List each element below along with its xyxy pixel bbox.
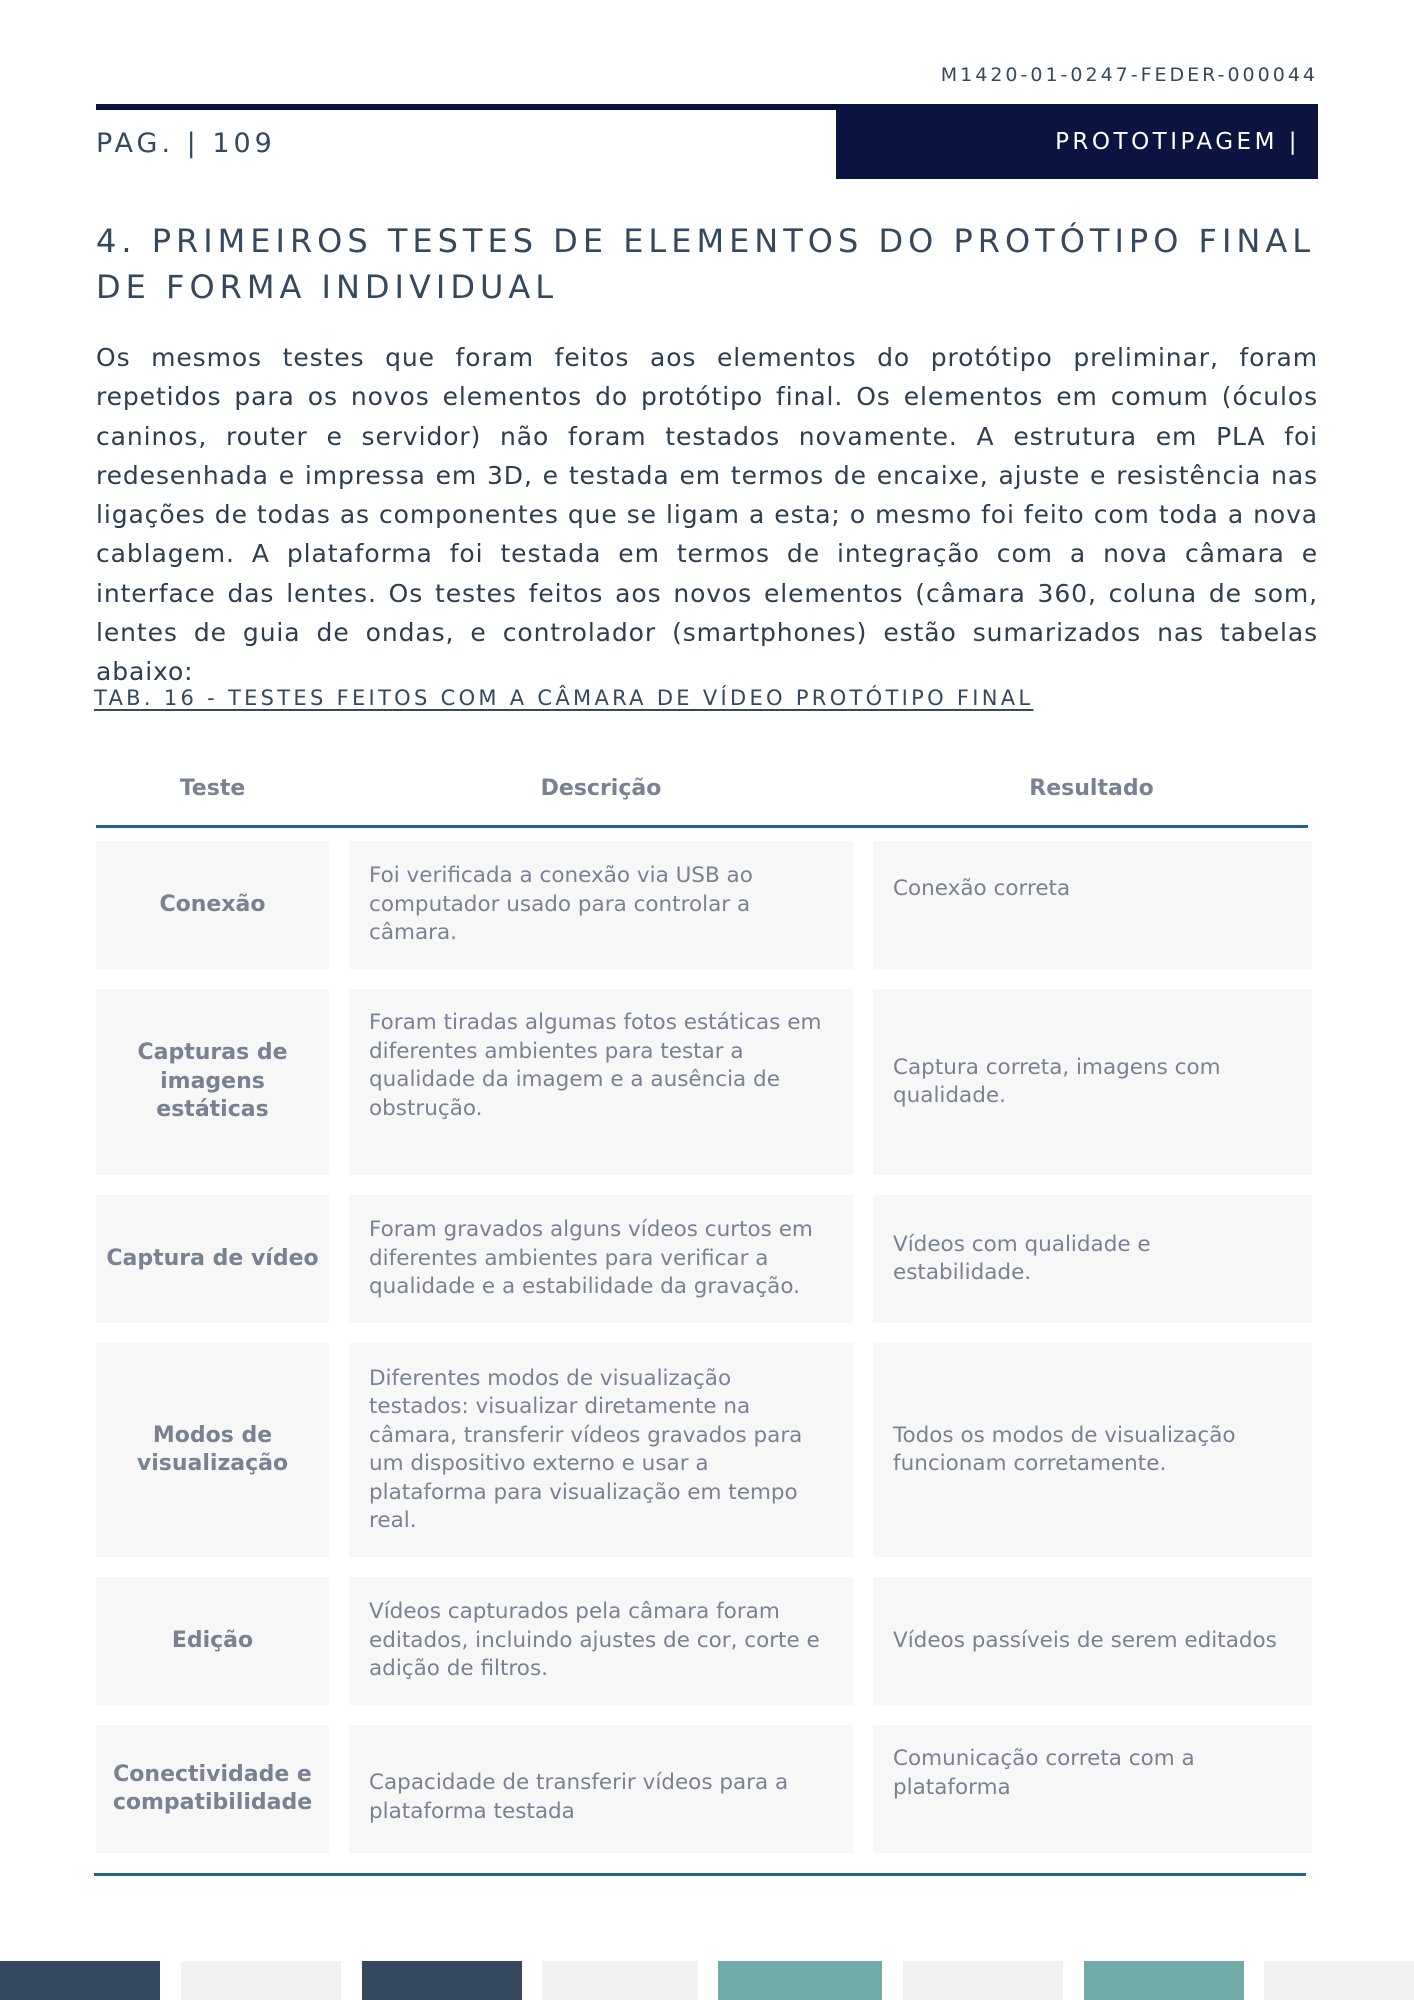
page-header [96, 104, 1318, 179]
table-row [96, 841, 1312, 969]
table-row [96, 989, 1312, 1175]
cell-teste: Conexão [96, 841, 329, 969]
document-code: M1420-01-0247-FEDER-000044 [940, 64, 1318, 86]
cell-resultado: Vídeos com qualidade e estabilidade. [873, 1195, 1312, 1323]
footer-block [542, 1961, 698, 2000]
column-header-resultado: Resultado [1029, 775, 1154, 801]
page-number: PAG. | 109 [96, 128, 276, 159]
section-label: PROTOTIPAGEM | [836, 104, 1318, 179]
table-caption: TAB. 16 - TESTES FEITOS COM A CÂMARA DE VÍDEO PROTÓTIPO FINAL [94, 686, 1034, 710]
cell-resultado: Vídeos passíveis de serem editados [873, 1577, 1312, 1705]
body-paragraph: Os mesmos testes que foram feitos aos elementos do protótipo preliminar, foram repetidos para os novos elementos do protótipo final. Os elementos em comum (óculos caninos, router e servidor) não foram testados novamente. A estrutura em PLA foi redesenhada e impressa em 3D, e testada em termos de encaixe, ajuste e resistência nas ligações de todas as componentes que se ligam a esta; o mesmo foi feito com toda a nova cablagem. A plataforma foi testada em termos de integração com a nova câmara e interface das lentes. Os testes feitos aos novos elementos (câmara 360, coluna de som, lentes de guia de ondas, e controlador (smartphones) estão sumarizados nas tabelas abaixo: [96, 343, 1318, 687]
cell-descricao: Foram gravados alguns vídeos curtos em diferentes ambientes para verificar a qualidade e a estabilidade da gravação. [349, 1195, 853, 1323]
cell-resultado: Comunicação correta com a plataforma [873, 1725, 1312, 1853]
footer-block [0, 1961, 160, 2000]
cell-descricao: Vídeos capturados pela câmara foram editados, incluindo ajustes de cor, corte e adição de filtros. [349, 1577, 853, 1705]
cell-teste: Edição [96, 1577, 329, 1705]
table-header [96, 764, 1308, 828]
cell-resultado: Captura correta, imagens com qualidade. [873, 989, 1312, 1175]
table-bottom-rule [94, 1873, 1306, 1876]
cell-resultado: Todos os modos de visualização funcionam corretamente. [873, 1343, 1312, 1557]
cell-descricao: Capacidade de transferir vídeos para a plataforma testada [349, 1725, 853, 1853]
cell-teste: Captura de vídeo [96, 1195, 329, 1323]
footer-block [362, 1961, 522, 2000]
table-row [96, 1577, 1312, 1705]
cell-teste: Modos de visualização [96, 1343, 329, 1557]
footer-block [903, 1961, 1063, 2000]
table-row [96, 1725, 1312, 1853]
cell-teste: Conectividade e compatibilidade [96, 1725, 329, 1853]
cell-teste: Capturas de imagens estáticas [96, 989, 329, 1175]
cell-descricao: Foram tiradas algumas fotos estáticas em diferentes ambientes para testar a qualidade da imagem e a ausência de obstrução. [349, 989, 853, 1175]
footer-block [181, 1961, 341, 2000]
cell-descricao: Diferentes modos de visualização testados: visualizar diretamente na câmara, transferir vídeos gravados para um dispositivo externo e usar a plataforma para visualização em tempo real. [349, 1343, 853, 1557]
footer-block [1264, 1961, 1414, 2000]
footer-block [718, 1961, 882, 2000]
table-row [96, 1195, 1312, 1323]
table-body [96, 841, 1312, 1873]
cell-resultado: Conexão correta [873, 841, 1312, 969]
column-header-descricao: Descrição [540, 775, 662, 801]
section-heading: 4. PRIMEIROS TESTES DE ELEMENTOS DO PROTÓTIPO FINAL DE FORMA INDIVIDUAL [96, 222, 1316, 306]
table-row [96, 1343, 1312, 1557]
footer-decoration [0, 1961, 1414, 2000]
column-header-teste: Teste [179, 775, 246, 801]
cell-descricao: Foi verificada a conexão via USB ao computador usado para controlar a câmara. [349, 841, 853, 969]
footer-block [1084, 1961, 1244, 2000]
